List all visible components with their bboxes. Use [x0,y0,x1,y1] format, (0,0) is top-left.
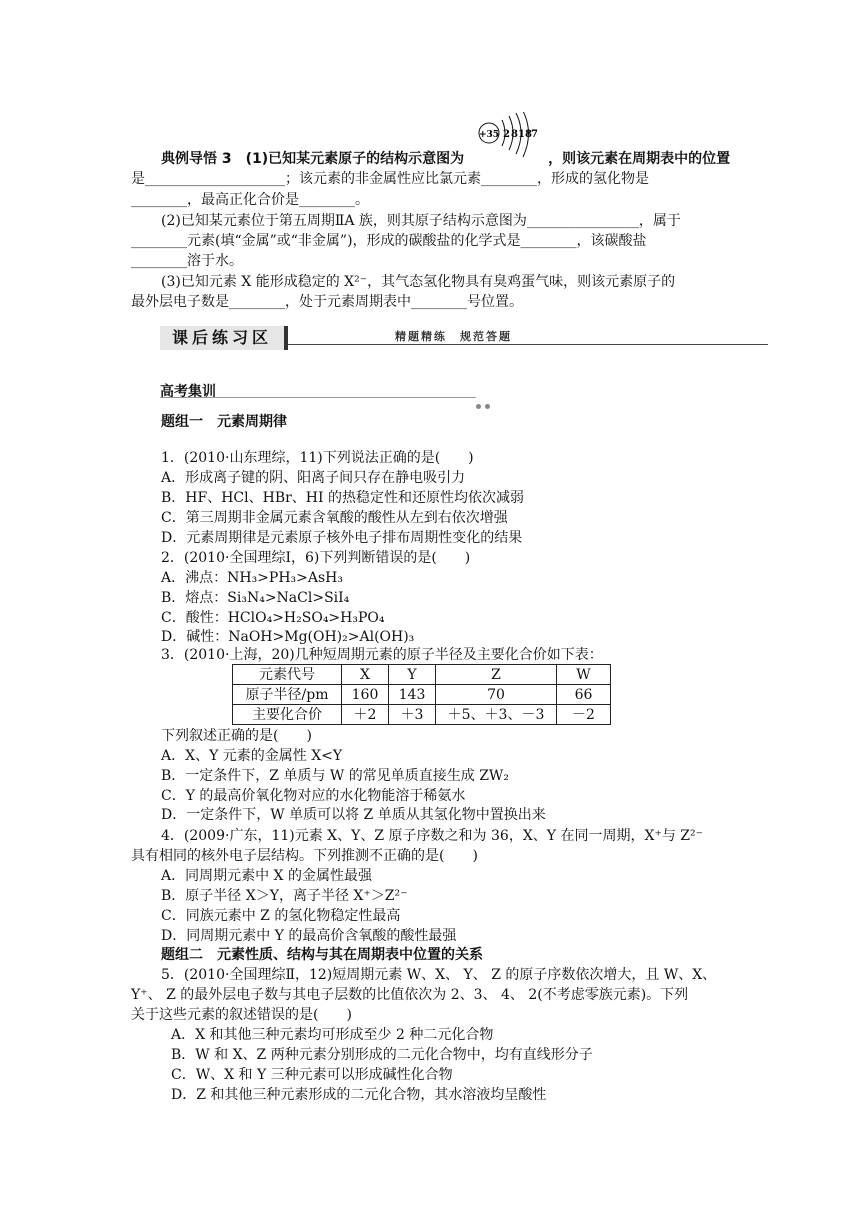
svg-text:8: 8 [511,129,518,140]
q3-stem: 3．(2010·上海，20)几种短周期元素的原子半径及主要化合价如下表： [161,647,603,663]
example3-line8: 最外层电子数是________，处于元素周期表中________号位置。 [131,294,523,310]
table-cell: ＋3 [389,705,436,725]
q4-option-b: B．原子半径 X＞Y，离子半径 X⁺＞Z²⁻ [161,888,408,904]
q3-lead: 下列叙述正确的是( ) [161,728,312,744]
q4-stem-line1: 4．(2009·广东，11)元素 X、Y、Z 原子序数之和为 36，X、Y 在同一周期，X⁺与 Z²⁻ [161,828,704,844]
example3-line7: (3)已知元素 X 能形成稳定的 X²⁻，其气态氢化物具有臭鸡蛋气味，则该元素原子的 [161,274,676,290]
q5-option-d: D．Z 和其他三种元素形成的二元化合物，其水溶液均呈酸性 [171,1087,547,1103]
table-cell: Y [389,665,436,685]
table-row [233,705,611,725]
svg-text:18: 18 [518,129,532,140]
table-cell: ＋5、＋3、－3 [436,705,557,725]
table-cell: 66 [557,685,611,705]
q3-option-d: D．一定条件下，W 单质可以将 Z 单质从其氢化物中置换出来 [161,807,546,823]
table-cell: ＋2 [342,705,389,725]
q2-option-b: B．熔点：Si₃N₄>NaCl>SiI₄ [161,590,350,606]
q1-option-b: B．HF、HCl、HBr、HI 的热稳定性和还原性均依次减弱 [161,490,524,506]
table-cell: －2 [557,705,611,725]
gaokao-rule [160,397,476,398]
svg-text:2: 2 [503,129,510,140]
q1-option-d: D．元素周期律是元素原子核外电子排布周期性变化的结果 [161,530,523,546]
table-row [233,685,611,705]
table-row [233,665,611,685]
q5-stem-line3: 关于这些元素的叙述错误的是( ) [131,1007,352,1023]
example3-line3: ________，最高正化合价是________。 [131,192,369,208]
example3-line4: (2)已知某元素位于第五周期ⅡA 族，则其原子结构示意图为________________，属于 [161,213,681,229]
q5-stem-line1: 5．(2010·全国理综Ⅱ，12)短周期元素 W、X、 Y、 Z 的原子序数依次增大，且 W、X、 [161,967,717,983]
q2-stem: 2．(2010·全国理综Ⅰ，6)下列判断错误的是( ) [161,550,471,566]
group2-heading: 题组二 元素性质、结构与其在周期表中位置的关系 [161,947,483,963]
banner-subtitle: 精题精练 规范答题 [395,330,512,343]
example3-line1: 典例导悟 3 (1)已知某元素原子的结构示意图为 ，则该元素在周期表中的位置 [161,151,731,167]
q4-option-d: D．同周期元素中 Y 的最高价含氧酸的酸性最强 [161,928,457,944]
q4-option-a: A．同周期元素中 X 的金属性最强 [161,868,372,884]
table-cell: 主要化合价 [233,705,342,725]
q1-option-c: C．第三周期非金属元素含氧酸的酸性从左到右依次增强 [161,510,508,526]
gaokao-dots [476,394,494,413]
q5-option-c: C．W、X 和 Y 三种元素可以形成碱性化合物 [171,1067,453,1083]
q5-option-b: B．W 和 X、Z 两种元素分别形成的二元化合物中，均有直线形分子 [171,1047,593,1063]
table-cell: Z [436,665,557,685]
example3-line2: 是____________________；该元素的非金属性应比氯元素________，形成的氢化物是 [131,171,649,187]
table-cell: 143 [389,685,436,705]
svg-text:+35: +35 [478,130,500,140]
group1-heading: 题组一 元素周期律 [161,414,287,430]
table-cell: 元素代号 [233,665,342,685]
table-cell: 原子半径/pm [233,685,342,705]
q1-option-a: A．形成离子键的阴、阳离子间只存在静电吸引力 [161,470,466,486]
section-banner [160,326,768,352]
element-table [232,664,611,725]
table-cell: 160 [342,685,389,705]
q4-option-c: C．同族元素中 Z 的氢化物稳定性最高 [161,908,401,924]
q2-option-c: C．酸性：HClO₄>H₂SO₄>H₃PO₄ [161,610,385,626]
table-cell: X [342,665,389,685]
q2-option-a: A．沸点：NH₃>PH₃>AsH₃ [161,570,343,586]
q1-stem: 1．(2010·山东理综，11)下列说法正确的是( ) [161,450,474,466]
q4-stem-line2: 具有相同的核外电子层结构。下列推测不正确的是( ) [131,848,478,864]
q5-stem-line2: Y⁺、 Z 的最外层电子数与其电子层数的比值依次为 2、3、 4、 2(不考虑零族元素)。下列 [131,987,689,1003]
q2-option-d: D．碱性：NaOH>Mg(OH)₂>Al(OH)₃ [161,629,415,645]
gaokao-heading: 高考集训 [160,384,216,400]
table-cell: W [557,665,611,685]
q3-option-b: B．一定条件下，Z 单质与 W 的常见单质直接生成 ZW₂ [161,768,509,784]
banner-title: 课后练习区 [160,326,288,350]
q3-option-a: A．X、Y 元素的金属性 X<Y [161,748,343,764]
banner-rule [288,344,768,345]
svg-text:7: 7 [531,129,538,140]
example3-line5: ________元素(填“金属”或“非金属”)，形成的碳酸盐的化学式是________，该碳酸盐 [131,233,647,249]
example3-line6: ________溶于水。 [131,253,243,269]
table-cell: 70 [436,685,557,705]
q5-option-a: A．X 和其他三种元素均可形成至少 2 种二元化合物 [171,1027,494,1043]
q3-option-c: C．Y 的最高价氧化物对应的水化物能溶于稀氨水 [161,788,466,804]
